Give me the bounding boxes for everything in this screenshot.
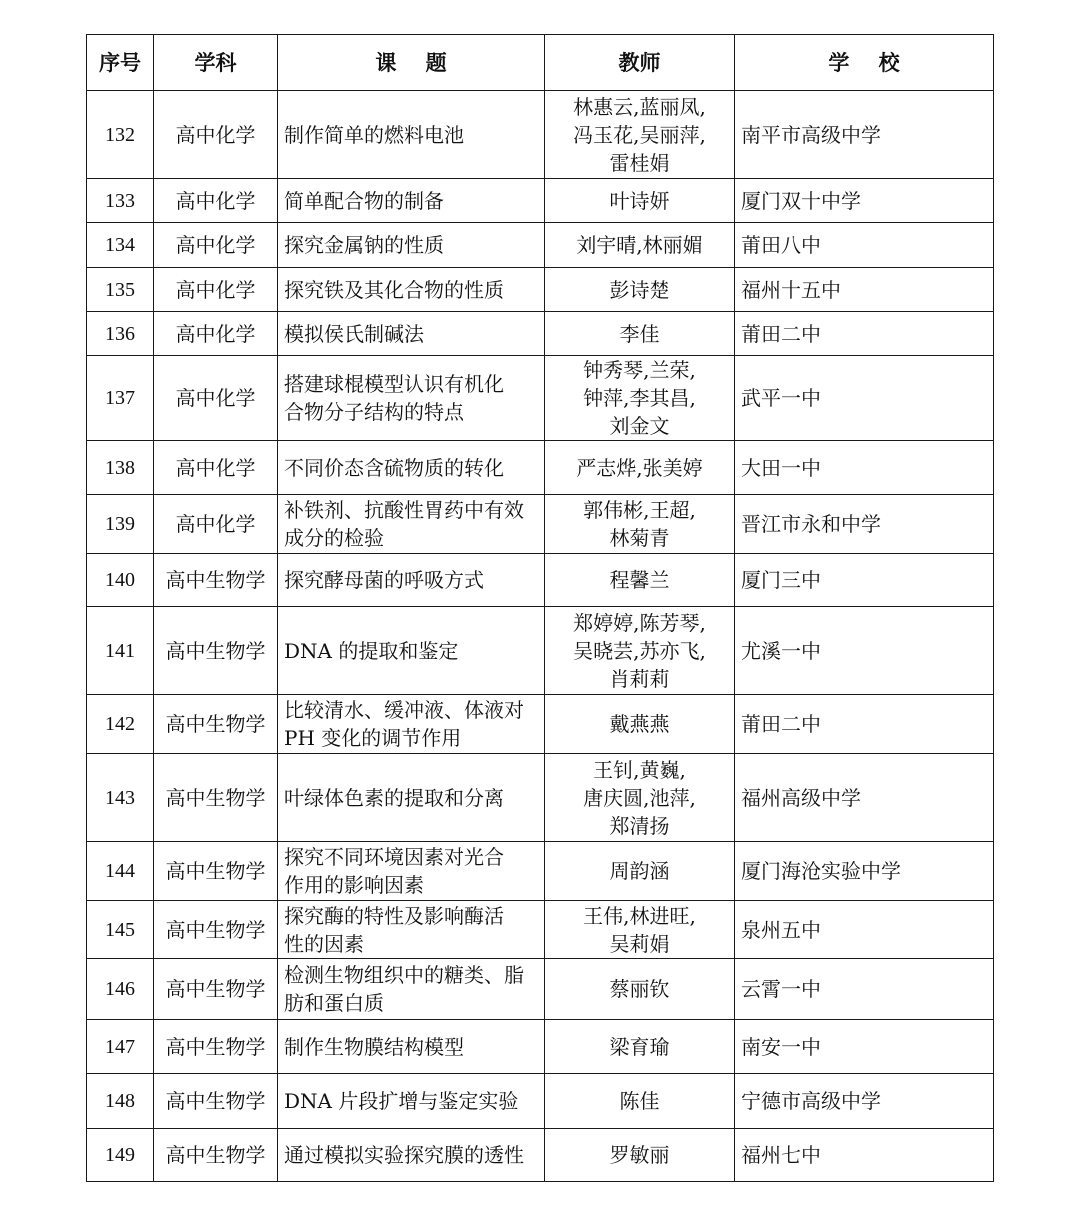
header-subject: 学科 [154,35,278,91]
cell-teacher: 林惠云,蓝丽凤, 冯玉花,吴丽萍, 雷桂娟 [545,91,735,179]
cell-no: 139 [87,495,154,554]
cell-subject: 高中生物学 [154,607,278,695]
cell-topic: 检测生物组织中的糖类、脂 肪和蛋白质 [278,959,545,1020]
cell-subject: 高中化学 [154,223,278,268]
cell-subject: 高中生物学 [154,1020,278,1074]
cell-school: 福州高级中学 [735,754,994,842]
table-row [87,1074,994,1129]
cell-teacher: 彭诗楚 [545,268,735,312]
cell-school: 武平一中 [735,356,994,441]
cell-teacher: 严志烨,张美婷 [545,441,735,495]
cell-teacher: 刘宇晴,林丽媚 [545,223,735,268]
header-teacher: 教师 [545,35,735,91]
table-row [87,495,994,554]
cell-school: 云霄一中 [735,959,994,1020]
cell-school: 厦门双十中学 [735,179,994,223]
table-row [87,554,994,607]
cell-school: 晋江市永和中学 [735,495,994,554]
cell-subject: 高中生物学 [154,695,278,754]
cell-subject: 高中生物学 [154,554,278,607]
cell-no: 145 [87,901,154,959]
cell-no: 142 [87,695,154,754]
cell-topic: 探究酵母菌的呼吸方式 [278,554,545,607]
cell-no: 134 [87,223,154,268]
cell-no: 135 [87,268,154,312]
cell-subject: 高中生物学 [154,1129,278,1182]
cell-topic: DNA 片段扩增与鉴定实验 [278,1074,545,1129]
cell-school: 泉州五中 [735,901,994,959]
cell-subject: 高中生物学 [154,754,278,842]
cell-no: 137 [87,356,154,441]
cell-teacher: 王伟,林进旺, 吴莉娟 [545,901,735,959]
cell-topic: DNA 的提取和鉴定 [278,607,545,695]
cell-no: 147 [87,1020,154,1074]
cell-no: 143 [87,754,154,842]
cell-subject: 高中化学 [154,495,278,554]
cell-school: 南安一中 [735,1020,994,1074]
cell-topic: 探究不同环境因素对光合 作用的影响因素 [278,842,545,901]
cell-subject: 高中化学 [154,441,278,495]
cell-school: 福州七中 [735,1129,994,1182]
cell-subject: 高中化学 [154,268,278,312]
header-row [87,35,994,91]
cell-no: 132 [87,91,154,179]
table-row [87,356,994,441]
cell-topic: 模拟侯氏制碱法 [278,312,545,356]
cell-topic: 探究铁及其化合物的性质 [278,268,545,312]
cell-no: 138 [87,441,154,495]
cell-subject: 高中化学 [154,312,278,356]
table-row [87,179,994,223]
cell-no: 136 [87,312,154,356]
cell-no: 144 [87,842,154,901]
cell-subject: 高中生物学 [154,901,278,959]
cell-teacher: 陈佳 [545,1074,735,1129]
table-row [87,223,994,268]
cell-teacher: 李佳 [545,312,735,356]
cell-topic: 比较清水、缓冲液、体液对 PH 变化的调节作用 [278,695,545,754]
table-row [87,901,994,959]
project-table [86,34,994,1182]
cell-no: 149 [87,1129,154,1182]
cell-topic: 叶绿体色素的提取和分离 [278,754,545,842]
cell-school: 莆田二中 [735,695,994,754]
cell-topic: 搭建球棍模型认识有机化 合物分子结构的特点 [278,356,545,441]
cell-topic: 简单配合物的制备 [278,179,545,223]
cell-school: 莆田二中 [735,312,994,356]
cell-subject: 高中生物学 [154,959,278,1020]
cell-no: 133 [87,179,154,223]
cell-teacher: 梁育瑜 [545,1020,735,1074]
cell-teacher: 王钊,黄巍, 唐庆圆,池萍, 郑清扬 [545,754,735,842]
table-row [87,312,994,356]
table-row [87,959,994,1020]
table-row [87,91,994,179]
cell-no: 141 [87,607,154,695]
table-row [87,1129,994,1182]
header-topic: 课 题 [278,35,545,91]
cell-topic: 补铁剂、抗酸性胃药中有效 成分的检验 [278,495,545,554]
cell-no: 140 [87,554,154,607]
cell-school: 南平市高级中学 [735,91,994,179]
table-row [87,441,994,495]
table-row [87,842,994,901]
cell-teacher: 罗敏丽 [545,1129,735,1182]
cell-subject: 高中化学 [154,179,278,223]
cell-topic: 制作简单的燃料电池 [278,91,545,179]
table-row [87,695,994,754]
cell-subject: 高中化学 [154,91,278,179]
cell-school: 莆田八中 [735,223,994,268]
cell-topic: 探究酶的特性及影响酶活 性的因素 [278,901,545,959]
cell-topic: 不同价态含硫物质的转化 [278,441,545,495]
header-school: 学 校 [735,35,994,91]
cell-topic: 探究金属钠的性质 [278,223,545,268]
table-row [87,268,994,312]
header-no: 序号 [87,35,154,91]
cell-topic: 通过模拟实验探究膜的透性 [278,1129,545,1182]
cell-teacher: 戴燕燕 [545,695,735,754]
cell-teacher: 周韵涵 [545,842,735,901]
cell-teacher: 蔡丽钦 [545,959,735,1020]
cell-teacher: 叶诗妍 [545,179,735,223]
cell-no: 146 [87,959,154,1020]
cell-school: 厦门三中 [735,554,994,607]
cell-subject: 高中生物学 [154,842,278,901]
cell-teacher: 郭伟彬,王超, 林菊青 [545,495,735,554]
cell-teacher: 钟秀琴,兰荣, 钟萍,李其昌, 刘金文 [545,356,735,441]
table-row [87,754,994,842]
cell-teacher: 郑婷婷,陈芳琴, 吴晓芸,苏亦飞, 肖莉莉 [545,607,735,695]
cell-school: 福州十五中 [735,268,994,312]
cell-school: 大田一中 [735,441,994,495]
cell-school: 厦门海沧实验中学 [735,842,994,901]
table-row [87,607,994,695]
table-row [87,1020,994,1074]
cell-subject: 高中生物学 [154,1074,278,1129]
cell-no: 148 [87,1074,154,1129]
cell-subject: 高中化学 [154,356,278,441]
cell-teacher: 程馨兰 [545,554,735,607]
cell-school: 宁德市高级中学 [735,1074,994,1129]
cell-school: 尤溪一中 [735,607,994,695]
cell-topic: 制作生物膜结构模型 [278,1020,545,1074]
